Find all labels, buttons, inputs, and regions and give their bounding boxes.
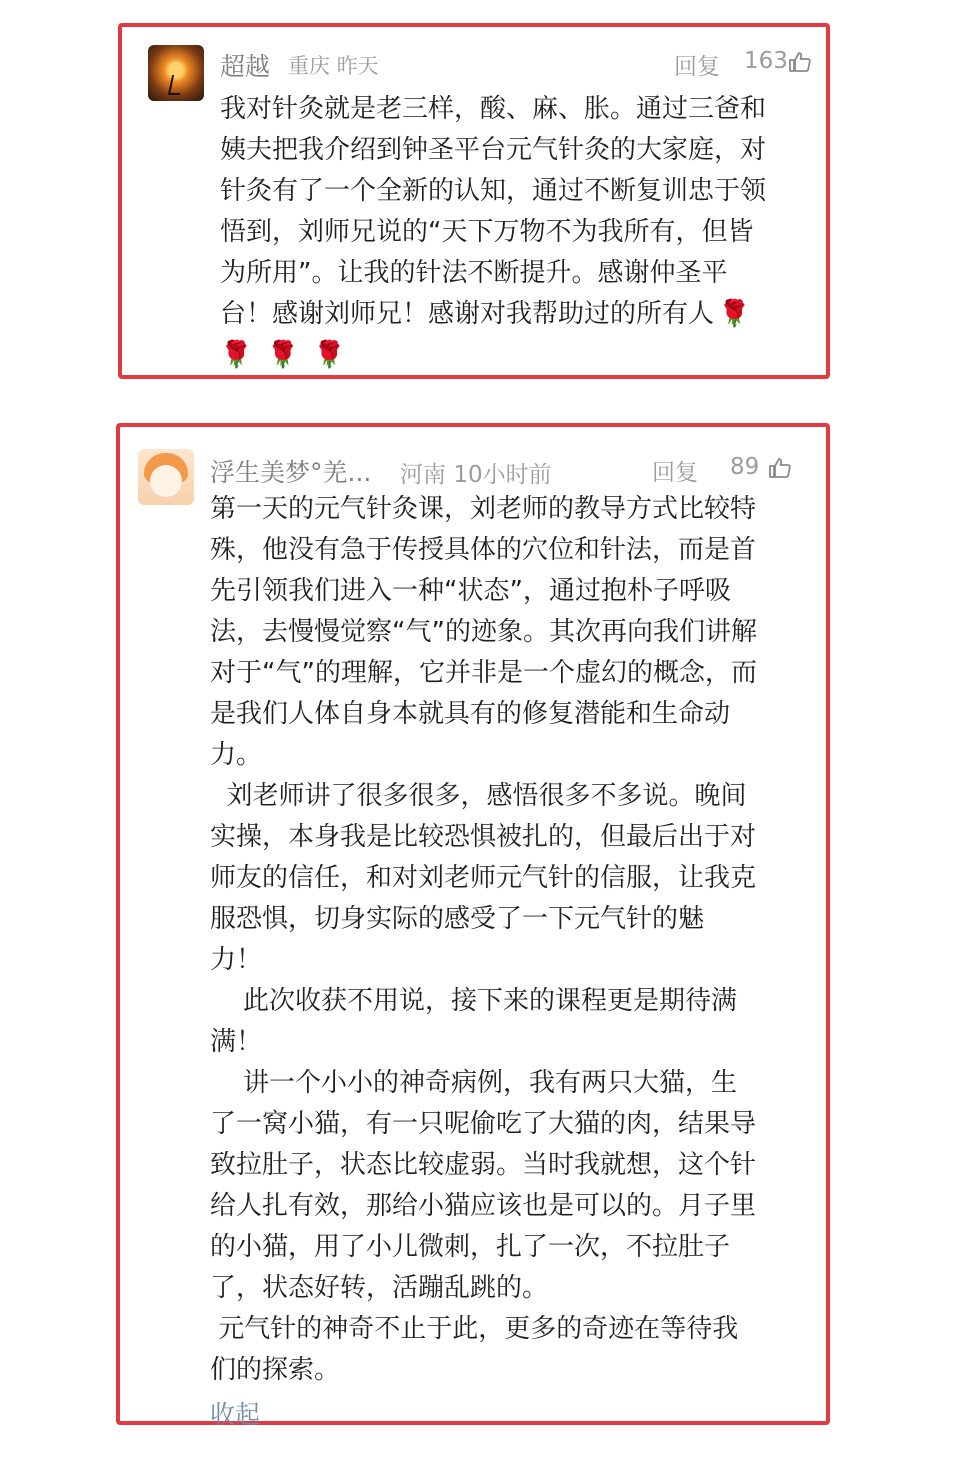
comment-line: 了，状态好转，活蹦乱跳的。	[210, 1273, 549, 1303]
comment-line: 给人扎有效，那给小猫应该也是可以的。月子里	[210, 1191, 757, 1221]
comment-line: 此次收获不用说，接下来的课程更是期待满	[210, 986, 738, 1016]
comment-line: 师友的信任，和对刘老师元气针的信服，让我克	[210, 863, 757, 893]
comment-line: 是我们人体自身本就具有的修复潜能和生命动	[210, 699, 731, 729]
thumbs-up-icon[interactable]	[788, 50, 812, 74]
like-count: 163	[744, 48, 788, 74]
comment-header	[122, 47, 826, 83]
comment-line: 力！	[210, 945, 263, 975]
comment-line: 我对针灸就是老三样，酸、麻、胀。通过三爸和	[220, 94, 767, 124]
rose-emoji: 🌹	[718, 299, 751, 329]
comment-line: 法，去慢慢觉察“气”的迹象。其次再向我们讲解	[210, 617, 757, 647]
comment-meta	[288, 50, 379, 80]
like-count: 89	[730, 454, 760, 480]
comment-line: 讲一个小小的神奇病例，我有两只大猫，生	[210, 1068, 738, 1098]
comment-line: 殊，他没有急于传授具体的穴位和针法，而是首	[210, 535, 757, 565]
comment-line: 针灸有了一个全新的认知，通过不断复训忠于领	[220, 176, 767, 206]
comment-line-with-emoji	[220, 294, 820, 335]
comment-line: 对于“气”的理解，它并非是一个虚幻的概念，而	[210, 658, 757, 688]
comment-line: 刘老师讲了很多很多，感悟很多不多说。晚间	[210, 781, 747, 811]
rose-emoji: 🌹	[220, 340, 253, 370]
comment-body	[210, 489, 810, 1391]
comment-line: 们的探索。	[210, 1355, 341, 1385]
comment-meta	[400, 456, 552, 489]
comment-line: 了一窝小猫，有一只呢偷吃了大猫的肉，结果导	[210, 1109, 757, 1139]
comment-line: 先引领我们进入一种“状态”，通过抱朴子呼吸	[210, 576, 731, 606]
timestamp: 10小时前	[453, 462, 552, 488]
comment-body	[220, 89, 820, 376]
comment-line: 的小猫，用了小儿微刺，扎了一次，不拉肚子	[210, 1232, 731, 1262]
username[interactable]: 浮生美梦°羌...	[210, 458, 372, 487]
location: 河南	[400, 462, 446, 488]
comment-line: 致拉肚子，状态比较虚弱。当时我就想，这个针	[210, 1150, 757, 1180]
comment-line: 台！感谢刘师兄！感谢对我帮助过的所有人	[220, 299, 715, 329]
emoji-row	[220, 335, 820, 376]
comment-line: 悟到，刘师兄说的“天下万物不为我所有，但皆	[220, 217, 754, 247]
rose-emoji: 🌹	[313, 340, 346, 370]
reply-button[interactable]: 回复	[652, 460, 698, 486]
username[interactable]: 超越	[220, 52, 271, 81]
location: 重庆	[288, 54, 330, 78]
comment-line: 为所用”。让我的针法不断提升。感谢仲圣平	[220, 258, 728, 288]
reply-button[interactable]: 回复	[674, 54, 720, 80]
comment-line: 服恐惧，切身实际的感受了一下元气针的魅	[210, 904, 705, 934]
comment-line: 元气针的神奇不止于此，更多的奇迹在等待我	[210, 1314, 739, 1344]
comment-card-2	[116, 423, 830, 1429]
comment-line: 第一天的元气针灸课，刘老师的教导方式比较特	[210, 494, 757, 524]
collapse-link[interactable]: 收起	[210, 1400, 261, 1429]
comment-card-1	[118, 23, 830, 379]
comment-line: 满！	[210, 1027, 263, 1057]
thumbs-up-icon[interactable]	[768, 456, 792, 480]
rose-emoji: 🌹	[266, 340, 300, 370]
comment-line: 姨夫把我介绍到钟圣平台元气针灸的大家庭，对	[220, 135, 767, 165]
comment-header	[120, 453, 826, 489]
timestamp: 昨天	[336, 54, 379, 78]
comment-line: 实操，本身我是比较恐惧被扎的，但最后出于对	[210, 822, 757, 852]
comment-line: 力。	[210, 740, 263, 770]
